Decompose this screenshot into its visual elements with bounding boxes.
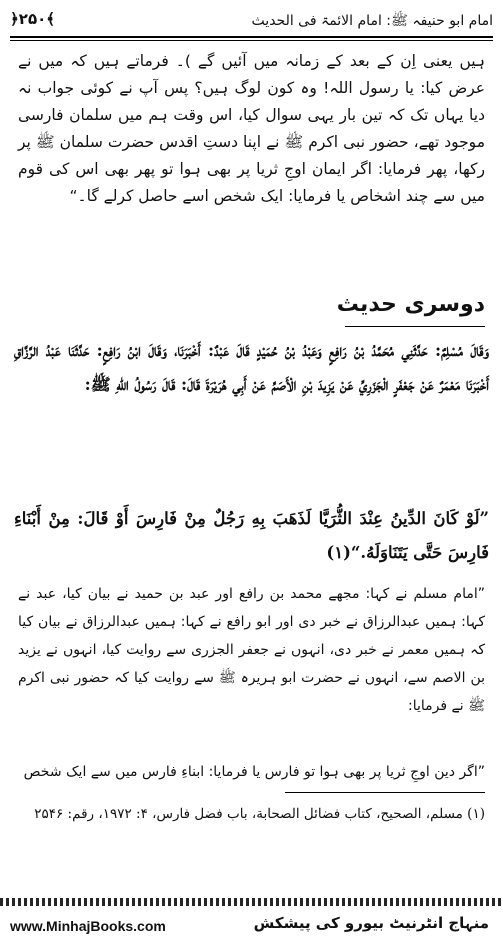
footer-decorative-line (0, 898, 503, 906)
urdu-translation-continued: ”اگر دین اوجِ ثریا پر بھی ہوا تو فارس یا فرمایا: ابناءِ فارس میں سے ایک شخص (23, 764, 485, 780)
footnote: (۱) مسلم، الصحیح، کتاب فضائل الصحابة، باب فضل فارس، ۴: ۱۹۷۲، رقم: ۲۵۴۶ (34, 806, 485, 822)
publisher-credit: منہاج انٹرنیٹ بیورو کی پیشکش (253, 914, 489, 932)
header-divider-thin (10, 40, 493, 41)
hadith-matn: ”لَوْ كَانَ الدِّينُ عِنْدَ الثُّرَيَّا لَذَهَبَ بِهِ رَجُلٌ مِنْ فَارِسَ أَوْ قَالَ: مِنْ أَبْنَاءِ فَارِسَ حَتَّى يَتَنَاوَلَهُ.“(۱) (14, 509, 489, 562)
running-title: امام ابو حنیفہ ﷺ: امام الائمۃ فی الحدیث (251, 13, 493, 29)
header-divider (10, 36, 493, 38)
section-heading: دوسری حدیث (336, 292, 485, 317)
intro-paragraph: ہیں یعنی اِن کے بعد کے زمانہ میں آئیں گے )۔ فرماتے ہیں کہ میں نے عرض کیا: یا رسول اللہ! وہ کون لوگ ہیں؟ پس آپ نے کوئی جواب نہ دیا یہاں تک کہ تین بار یہی سوال کیا، اس وقت ہم میں سلمان فارسی موجود تھے، حضور نبی اکرم ﷺ نے اپنا دستِ اقدس حضرت سلمان ﷺ پر رکھا، پھر فرمایا: اگر ایمان اوجِ ثریا پر بھی ہوا تو پھر بھی اس کی قوم میں سے چند اشخاص یا فرمایا: ایک شخص اسے حاصل کرلے گا۔“ (18, 52, 485, 205)
page-number: ﴿۲۵۰﴾ (10, 10, 56, 28)
urdu-translation: ”امام مسلم نے کہا: مجھے محمد بن رافع اور عبد بن حمید نے بیان کیا، عبد نے کہا: ہمیں عبدالرزاق نے خبر دی اور ابو رافع نے کہا: ہمیں عبدالرزاق نے بیان کیا کہ ہمیں معمر نے خبر دی، انہوں نے جعفر الجزری سے روایت کیا، انہوں نے یزید بن الاصم سے، انہوں نے حضرت ابو ہریرہ ﷺ سے روایت کیا کہ حضور نبی اکرم ﷺ نے فرمایا: (18, 586, 485, 714)
website-link[interactable]: www.MinhajBooks.com (10, 918, 166, 934)
footnote-divider (285, 792, 485, 793)
hadith-isnad: وَقَالَ مُسْلِمٌ: حَدَّثَنِي مُحَمَّدُ بْنُ رَافِعٍ وَعَبْدُ بْنُ حُمَيْدٍ قَالَ عَبْدٌ: أَخْبَرَنَا، وَقَالَ ابْنُ رَافِعٍ: حَدَّثَنَا عَبْدُ الرَّزَّاقِ أَخْبَرَنَا مَعْمَرٌ عَنْ جَعْفَرٍ الْجَزَرِيِّ عَنْ يَزِيدَ بْنِ الْأَصَمِّ عَنْ أَبِي هُرَيْرَةَ قَالَ: قَالَ رَسُولُ اللهِ ﷺ: (14, 341, 489, 394)
page-header (10, 8, 493, 36)
section-heading-underline (345, 326, 485, 327)
